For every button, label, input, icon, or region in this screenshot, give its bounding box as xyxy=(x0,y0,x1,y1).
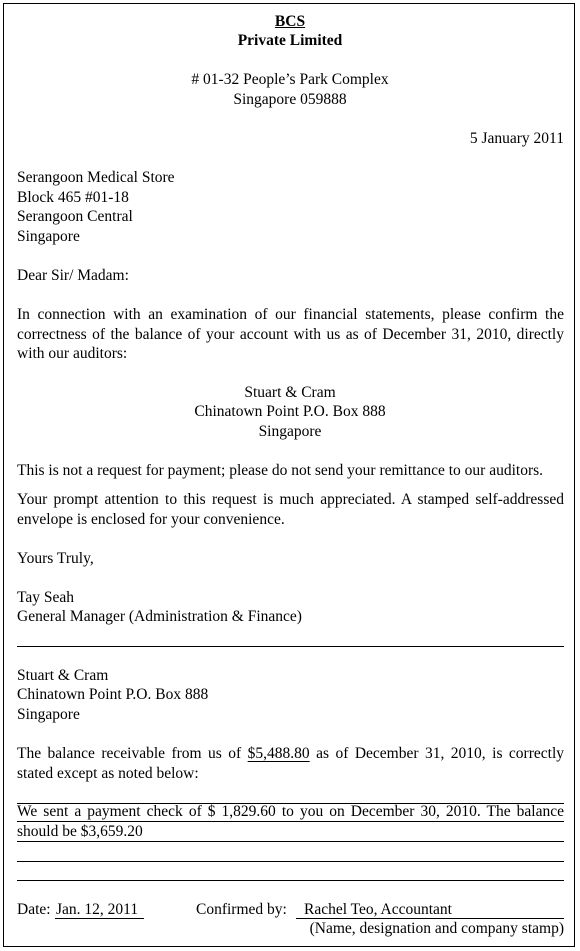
letter-date: 5 January 2011 xyxy=(469,130,564,147)
confirmed-label: Confirmed by: xyxy=(196,901,287,918)
reply-address-line3: Singapore xyxy=(17,706,80,723)
confirmed-value: Rachel Teo, Accountant xyxy=(304,901,452,918)
date-label: Date: xyxy=(17,901,51,918)
para1-line3: with our auditors: xyxy=(17,345,128,362)
company-address-line2: Singapore 059888 xyxy=(233,91,347,108)
balance-statement xyxy=(17,744,564,783)
signer-title: General Manager (Administration & Finance) xyxy=(17,608,302,625)
recipient-line2: Block 465 #01-18 xyxy=(17,189,129,206)
auditor-country: Singapore xyxy=(258,423,322,440)
signer-name: Tay Seah xyxy=(17,589,75,606)
balance-suffix: as of December 31, 2010, is correctly xyxy=(309,745,565,762)
auditor-name: Stuart & Cram xyxy=(244,384,336,401)
auditor-box: Chinatown Point P.O. Box 888 xyxy=(194,403,386,420)
company-address-line1: # 01-32 People’s Park Complex xyxy=(191,71,389,88)
body-paragraph-3 xyxy=(17,490,564,529)
balance-prefix: The balance receivable from us of xyxy=(17,745,248,762)
note-rule-2 xyxy=(17,841,564,842)
balance-line1 xyxy=(17,744,564,764)
date-value xyxy=(56,900,138,920)
note-line2: should be $3,659.20 xyxy=(17,822,143,840)
body-paragraph-2: This is not a request for payment; please do not send your remittance to our auditors. xyxy=(17,462,544,479)
para3-line1: Your prompt attention to this request is much appreciated. A stamped self-addressed xyxy=(17,491,564,508)
note-line1: We sent a payment check of $ 1,829.60 to you on December 30, 2010. The balance xyxy=(17,803,564,820)
note-rule-1 xyxy=(17,821,564,822)
para3-line2: envelope is enclosed for your convenience. xyxy=(17,510,285,528)
salutation: Dear Sir/ Madam: xyxy=(17,267,129,284)
reply-address-line1: Stuart & Cram xyxy=(17,667,109,684)
note-rule-3 xyxy=(17,861,564,862)
note-rule-4 xyxy=(17,880,564,881)
date-underline xyxy=(55,918,144,919)
reply-address-line2: Chinatown Point P.O. Box 888 xyxy=(17,686,209,703)
company-name: BCS xyxy=(274,13,306,30)
balance-line2: stated except as noted below: xyxy=(17,764,199,782)
reply-divider xyxy=(17,646,564,647)
company-type: Private Limited xyxy=(237,32,343,49)
para1-line2: correctness of the balance of your account with us as of December 31, 2010, directly xyxy=(17,325,564,343)
para1-line1: In connection with an examination of our financial statements, please confirm the xyxy=(17,306,564,323)
closing: Yours Truly, xyxy=(17,550,94,567)
recipient-line4: Singapore xyxy=(17,228,80,245)
balance-amount: $5,488.80 xyxy=(247,745,310,762)
confirmed-caption: (Name, designation and company stamp) xyxy=(309,920,564,937)
body-paragraph-1 xyxy=(17,305,564,364)
recipient-line3: Serangoon Central xyxy=(17,208,133,225)
date-value-text: Jan. 12, 2011 xyxy=(56,901,139,918)
recipient-line1: Serangoon Medical Store xyxy=(17,169,175,186)
